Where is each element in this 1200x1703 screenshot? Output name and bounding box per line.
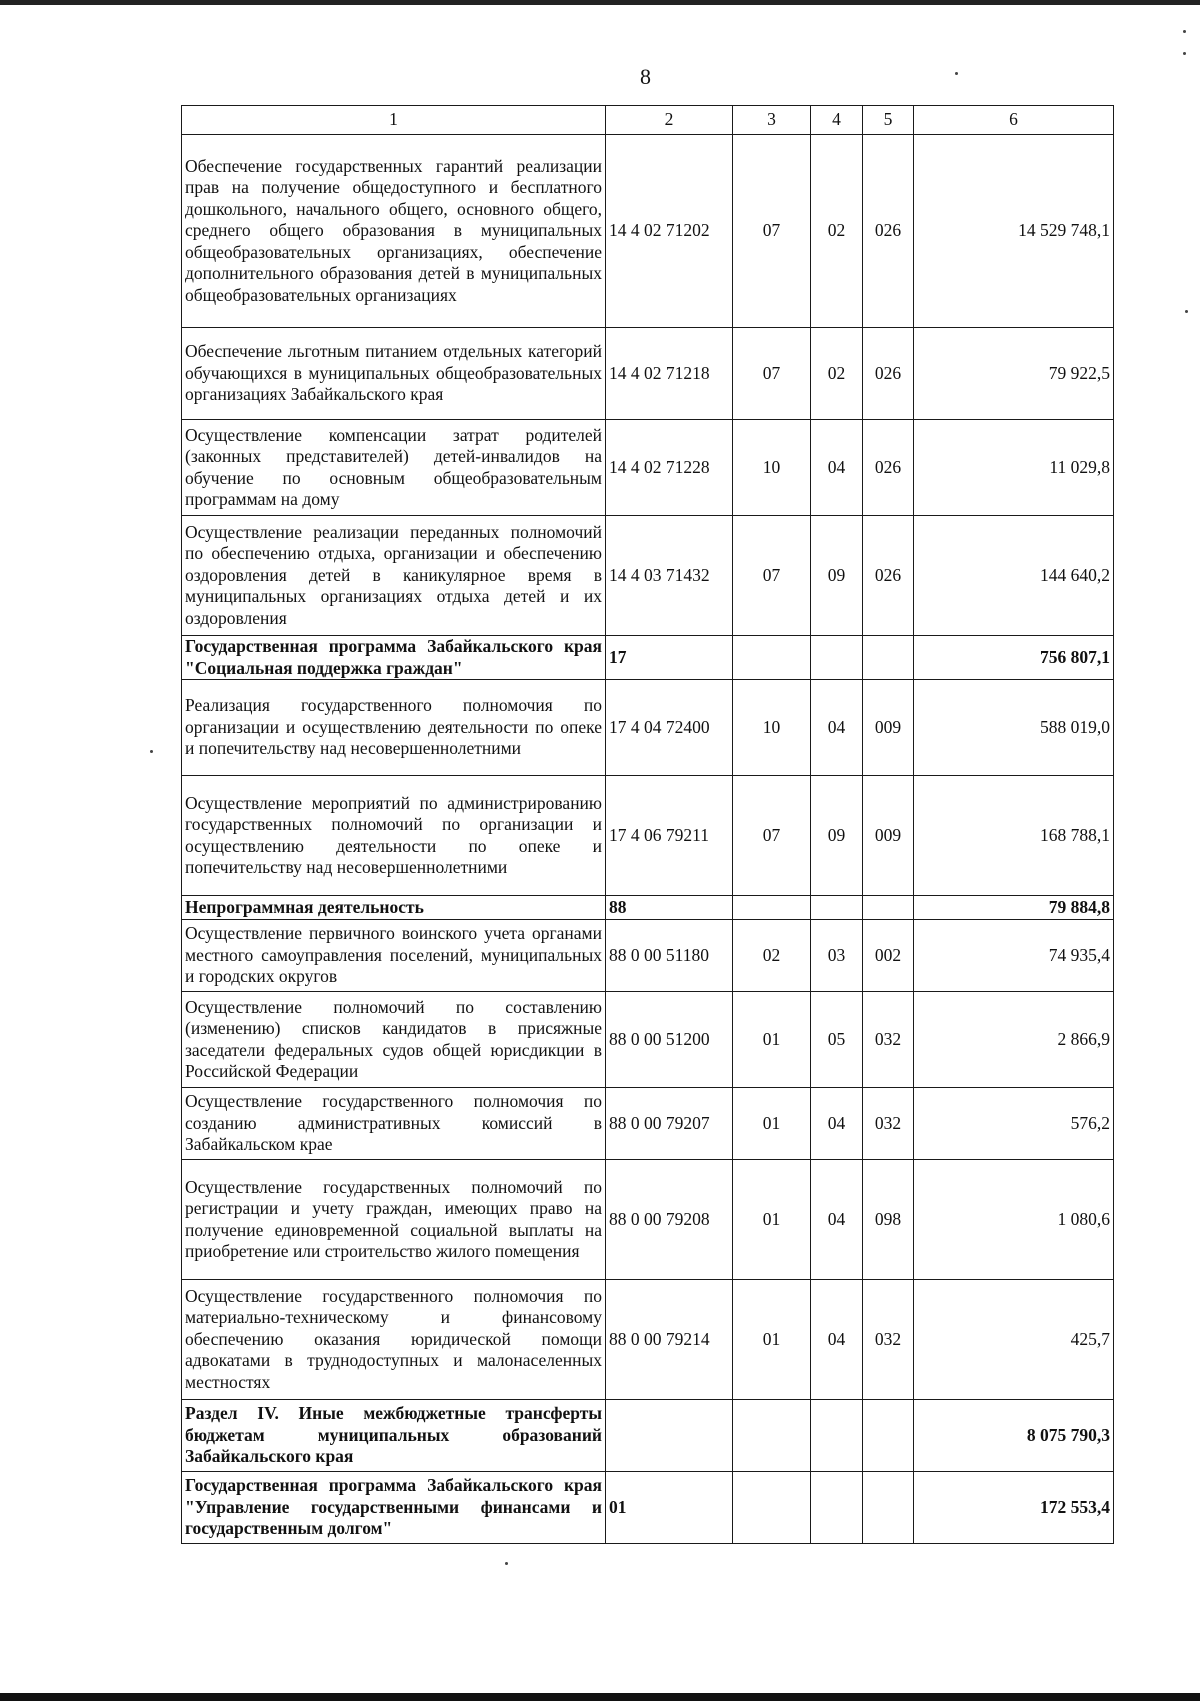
scan-speck	[150, 750, 153, 753]
row-amount-cell: 79 922,5	[914, 328, 1114, 420]
row-amount-cell: 1 080,6	[914, 1160, 1114, 1280]
row-col5-cell	[863, 1400, 914, 1472]
top-scan-edge	[0, 0, 1200, 5]
row-col4-cell: 04	[811, 680, 863, 776]
row-col4-cell: 05	[811, 992, 863, 1088]
row-name-cell: Государственная программа Забайкальского края "Социальная поддержка граждан"	[182, 636, 606, 680]
row-amount-cell: 11 029,8	[914, 420, 1114, 516]
row-col5-cell: 026	[863, 420, 914, 516]
row-code-cell: 88	[606, 896, 733, 920]
bottom-scan-edge	[0, 1693, 1200, 1701]
row-col5-cell: 098	[863, 1160, 914, 1280]
row-col4-cell	[811, 896, 863, 920]
row-col3-cell: 07	[733, 516, 811, 636]
row-amount-cell: 79 884,8	[914, 896, 1114, 920]
scan-speck	[1183, 52, 1186, 55]
table-row	[182, 135, 1114, 328]
table-row	[182, 920, 1114, 992]
row-col5-cell	[863, 1472, 914, 1544]
row-name-cell: Непрограммная деятельность	[182, 896, 606, 920]
table-row	[182, 1088, 1114, 1160]
row-code-cell: 17	[606, 636, 733, 680]
row-col4-cell	[811, 1472, 863, 1544]
row-col4-cell: 04	[811, 1088, 863, 1160]
row-amount-cell: 756 807,1	[914, 636, 1114, 680]
row-amount-cell: 2 866,9	[914, 992, 1114, 1088]
table-row	[182, 1400, 1114, 1472]
row-amount-cell: 576,2	[914, 1088, 1114, 1160]
row-col5-cell	[863, 896, 914, 920]
table-row	[182, 516, 1114, 636]
row-name-cell: Реализация государственного полномочия по организации и осуществлению деятельности по опеке и попечительству над несовершеннолетними	[182, 680, 606, 776]
table-row	[182, 1280, 1114, 1400]
table-row	[182, 420, 1114, 516]
row-col3-cell: 07	[733, 135, 811, 328]
row-name-cell: Осуществление реализации переданных полномочий по обеспечению отдыха, организации и обеспечению оздоровления детей в каникулярное время в муниципальных организациях отдыха детей и их оздоровления	[182, 516, 606, 636]
row-name-cell: Осуществление первичного воинского учета органами местного самоуправления поселений, муниципальных и городских округов	[182, 920, 606, 992]
row-col3-cell	[733, 1472, 811, 1544]
row-col3-cell: 10	[733, 420, 811, 516]
row-col4-cell: 03	[811, 920, 863, 992]
row-amount-cell: 172 553,4	[914, 1472, 1114, 1544]
row-code-cell: 17 4 04 72400	[606, 680, 733, 776]
row-col3-cell	[733, 636, 811, 680]
row-col4-cell: 09	[811, 776, 863, 896]
row-name-cell: Осуществление мероприятий по администрированию государственных полномочий по организации и осуществлению деятельности по опеке и попечительству над несовершеннолетними	[182, 776, 606, 896]
row-amount-cell: 144 640,2	[914, 516, 1114, 636]
row-col5-cell: 026	[863, 516, 914, 636]
row-col5-cell: 002	[863, 920, 914, 992]
row-col5-cell: 032	[863, 1280, 914, 1400]
table-row	[182, 992, 1114, 1088]
row-col3-cell: 07	[733, 776, 811, 896]
row-name-cell: Обеспечение государственных гарантий реализации прав на получение общедоступного и бесплатного дошкольного, начального общего, основного общего, среднего общего образования в муниципальных общеобразовательных организациях, обеспечение дополнительного образования детей в муниципальных общеобразовательных организациях	[182, 135, 606, 328]
scan-speck	[1185, 310, 1188, 313]
row-col5-cell: 032	[863, 992, 914, 1088]
row-name-cell: Раздел IV. Иные межбюджетные трансферты бюджетам муниципальных образований Забайкальского края	[182, 1400, 606, 1472]
row-col4-cell: 02	[811, 135, 863, 328]
header-col-5: 5	[863, 106, 914, 135]
row-col5-cell: 032	[863, 1088, 914, 1160]
row-col4-cell: 04	[811, 1280, 863, 1400]
scan-speck	[955, 72, 958, 75]
table-body	[182, 135, 1114, 1544]
row-amount-cell: 8 075 790,3	[914, 1400, 1114, 1472]
page-number: 8	[640, 64, 651, 89]
row-col5-cell: 009	[863, 776, 914, 896]
row-col4-cell	[811, 636, 863, 680]
table-row	[182, 680, 1114, 776]
row-code-cell: 14 4 02 71202	[606, 135, 733, 328]
row-code-cell: 88 0 00 79208	[606, 1160, 733, 1280]
row-amount-cell: 168 788,1	[914, 776, 1114, 896]
table-row	[182, 776, 1114, 896]
row-name-cell: Осуществление государственного полномочия по материально-техническому и финансовому обеспечению оказания юридической помощи адвокатами в труднодоступных и малонаселенных местностях	[182, 1280, 606, 1400]
row-code-cell: 01	[606, 1472, 733, 1544]
scan-speck	[505, 1562, 508, 1565]
row-name-cell: Осуществление государственных полномочий по регистрации и учету граждан, имеющих право на получение единовременной социальной выплаты на приобретение или строительство жилого помещения	[182, 1160, 606, 1280]
table-row	[182, 328, 1114, 420]
row-code-cell: 88 0 00 79207	[606, 1088, 733, 1160]
table-row	[182, 1472, 1114, 1544]
budget-table	[181, 105, 1114, 1544]
row-col4-cell	[811, 1400, 863, 1472]
row-name-cell: Обеспечение льготным питанием отдельных категорий обучающихся в муниципальных общеобразовательных организациях Забайкальского края	[182, 328, 606, 420]
header-col-2: 2	[606, 106, 733, 135]
row-col3-cell: 01	[733, 1280, 811, 1400]
row-amount-cell: 425,7	[914, 1280, 1114, 1400]
row-col4-cell: 04	[811, 1160, 863, 1280]
row-col4-cell: 09	[811, 516, 863, 636]
row-col4-cell: 04	[811, 420, 863, 516]
row-col3-cell: 01	[733, 1160, 811, 1280]
row-name-cell: Осуществление компенсации затрат родителей (законных представителей) детей-инвалидов на обучение по основным общеобразовательным программам на дому	[182, 420, 606, 516]
row-name-cell: Осуществление полномочий по составлению (изменению) списков кандидатов в присяжные заседатели федеральных судов общей юрисдикции в Российской Федерации	[182, 992, 606, 1088]
row-col5-cell	[863, 636, 914, 680]
header-col-4: 4	[811, 106, 863, 135]
row-amount-cell: 14 529 748,1	[914, 135, 1114, 328]
row-code-cell: 14 4 03 71432	[606, 516, 733, 636]
row-code-cell: 88 0 00 51200	[606, 992, 733, 1088]
row-col3-cell: 07	[733, 328, 811, 420]
row-code-cell	[606, 1400, 733, 1472]
row-code-cell: 88 0 00 51180	[606, 920, 733, 992]
row-col5-cell: 026	[863, 135, 914, 328]
row-col3-cell: 01	[733, 1088, 811, 1160]
row-col3-cell	[733, 896, 811, 920]
row-code-cell: 17 4 06 79211	[606, 776, 733, 896]
row-col5-cell: 026	[863, 328, 914, 420]
row-code-cell: 14 4 02 71228	[606, 420, 733, 516]
table-row	[182, 636, 1114, 680]
table-row	[182, 1160, 1114, 1280]
row-amount-cell: 74 935,4	[914, 920, 1114, 992]
table-row	[182, 896, 1114, 920]
row-col3-cell	[733, 1400, 811, 1472]
row-col4-cell: 02	[811, 328, 863, 420]
row-name-cell: Осуществление государственного полномочия по созданию административных комиссий в Забайкальском крае	[182, 1088, 606, 1160]
header-col-3: 3	[733, 106, 811, 135]
table-header-row	[182, 106, 1114, 135]
row-col3-cell: 10	[733, 680, 811, 776]
row-col3-cell: 01	[733, 992, 811, 1088]
header-col-6: 6	[914, 106, 1114, 135]
row-code-cell: 88 0 00 79214	[606, 1280, 733, 1400]
row-code-cell: 14 4 02 71218	[606, 328, 733, 420]
row-col5-cell: 009	[863, 680, 914, 776]
row-amount-cell: 588 019,0	[914, 680, 1114, 776]
row-col3-cell: 02	[733, 920, 811, 992]
header-col-1: 1	[182, 106, 606, 135]
scan-speck	[1183, 30, 1186, 33]
row-name-cell: Государственная программа Забайкальского края "Управление государственными финансами и государственным долгом"	[182, 1472, 606, 1544]
